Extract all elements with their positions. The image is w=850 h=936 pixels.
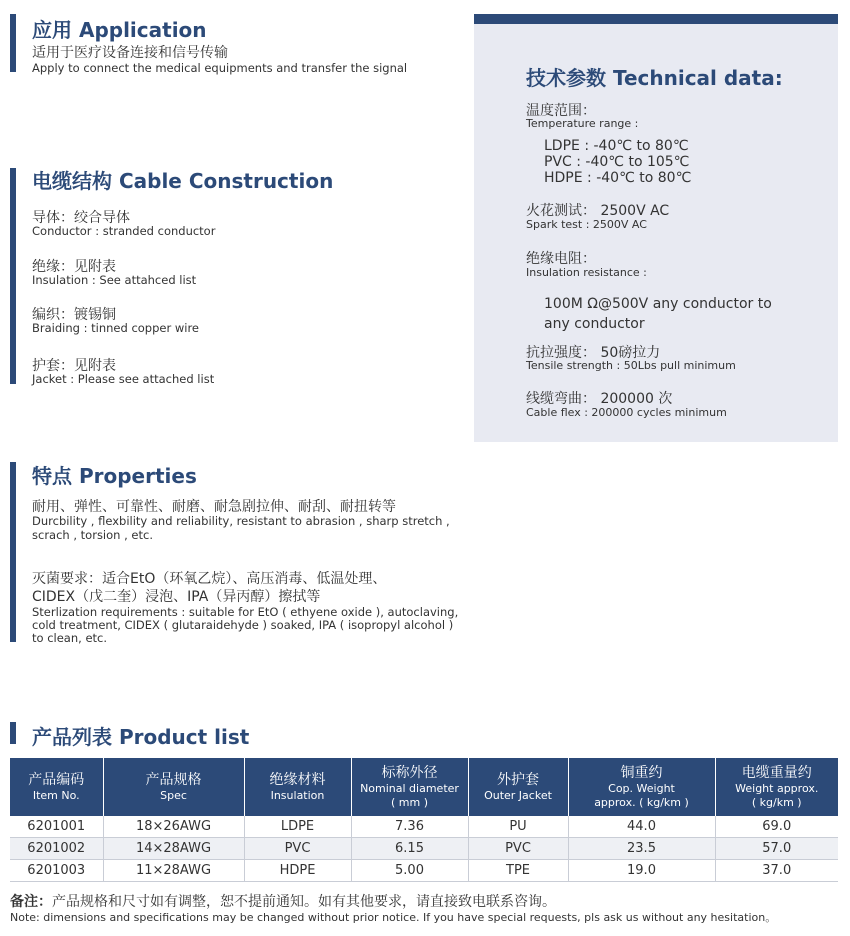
insulation-resistance-en: Insulation resistance : xyxy=(526,266,647,279)
technical-title: 技术参数 Technical data: xyxy=(526,66,783,90)
tensile-zh: 抗拉强度： 50磅拉力 xyxy=(526,345,661,361)
cell-insulation: PVC xyxy=(244,838,351,860)
technical-data-panel xyxy=(474,14,838,442)
cell-item-no: 6201001 xyxy=(10,816,103,838)
cell-weight: 69.0 xyxy=(715,816,838,838)
table-row xyxy=(10,816,838,838)
sterilization-en-b: cold treatment, CIDEX ( glutaraidehyde ) soaked, IPA ( isopropyl alcohol ) xyxy=(32,618,454,632)
header-weight: 电缆重量约 Weight approx. ( kg/km ) xyxy=(715,758,838,816)
cell-diameter: 5.00 xyxy=(351,860,468,882)
table-header-row xyxy=(10,758,838,816)
cell-weight: 57.0 xyxy=(715,838,838,860)
spark-test-zh: 火花测试： 2500V AC xyxy=(526,203,670,219)
cable-flex-en: Cable flex : 200000 cycles minimum xyxy=(526,406,727,419)
cable-flex-zh: 线缆弯曲： 200000 次 xyxy=(526,391,673,407)
section-marker-product-list xyxy=(10,722,16,744)
temperature-zh: 温度范围： xyxy=(526,103,596,119)
braiding-en: Braiding : tinned copper wire xyxy=(32,321,200,335)
properties-zh-1: 耐用、弹性、可靠性、耐磨、耐急剧拉伸、耐刮、耐扭转等 xyxy=(32,499,396,515)
cell-item-no: 6201002 xyxy=(10,838,103,860)
note-zh-text: 产品规格和尺寸如有调整，恕不提前通知。如有其他要求，请直接致电联系咨询。 xyxy=(52,894,556,910)
cell-jacket: TPE xyxy=(468,860,568,882)
cell-diameter: 7.36 xyxy=(351,816,468,838)
properties-title: 特点 Properties xyxy=(32,464,197,488)
cell-diameter: 6.15 xyxy=(351,838,468,860)
insulation-resistance-zh: 绝缘电阻： xyxy=(526,251,596,267)
table-row xyxy=(10,838,838,860)
conductor-zh: 导体：绞合导体 xyxy=(32,210,130,226)
header-outer-jacket: 外护套 Outer Jacket xyxy=(468,758,568,816)
section-marker-properties xyxy=(10,462,16,642)
temperature-en: Temperature range : xyxy=(526,117,639,130)
cell-spec: 18×26AWG xyxy=(103,816,244,838)
spark-test-en: Spark test : 2500V AC xyxy=(526,218,647,231)
cell-spec: 14×28AWG xyxy=(103,838,244,860)
cell-jacket: PVC xyxy=(468,838,568,860)
properties-en-1b: scrach , torsion , etc. xyxy=(32,528,153,542)
product-list-title: 产品列表 Product list xyxy=(32,725,250,749)
cell-insulation: HDPE xyxy=(244,860,351,882)
tensile-en: Tensile strength : 50Lbs pull minimum xyxy=(526,359,736,372)
cell-cop-weight: 19.0 xyxy=(568,860,715,882)
note-label: 备注： xyxy=(10,894,52,910)
cell-item-no: 6201003 xyxy=(10,860,103,882)
cell-spec: 11×28AWG xyxy=(103,860,244,882)
note-en: Note: dimensions and specifications may be changed without prior notice. If you have special requests, pls ask us without any hesitation。 xyxy=(10,911,777,924)
header-cop-weight: 铜重约 Cop. Weight approx. ( kg/km ) xyxy=(568,758,715,816)
header-nominal-diameter: 标称外径 Nominal diameter ( mm ) xyxy=(351,758,468,816)
braiding-zh: 编织：镀锡铜 xyxy=(32,307,116,323)
header-item-no: 产品编码 Item No. xyxy=(10,758,103,816)
application-title: 应用 Application xyxy=(32,18,207,42)
jacket-en: Jacket : Please see attached list xyxy=(32,372,215,386)
application-en: Apply to connect the medical equipments and transfer the signal xyxy=(32,61,408,75)
insulation-resistance-value-1: 100M Ω@500V any conductor to xyxy=(544,296,772,312)
properties-en-1a: Durcbility , flexbility and reliability, resistant to abrasion , sharp stretch , xyxy=(32,514,450,528)
application-zh: 适用于医疗设备连接和信号传输 xyxy=(32,45,228,61)
sterilization-en-a: Sterlization requirements : suitable for EtO ( ethyene oxide ), autoclaving, xyxy=(32,605,459,619)
cell-jacket: PU xyxy=(468,816,568,838)
cell-weight: 37.0 xyxy=(715,860,838,882)
temperature-ldpe: LDPE : -40℃ to 80℃ xyxy=(544,138,689,154)
section-marker-construction xyxy=(10,168,16,384)
insulation-zh: 绝缘：见附表 xyxy=(32,259,116,275)
construction-title: 电缆结构 Cable Construction xyxy=(32,169,334,193)
header-spec: 产品规格 Spec xyxy=(103,758,244,816)
insulation-resistance-value-2: any conductor xyxy=(544,316,645,332)
sterilization-zh-b: CIDEX（戊二奎）浸泡、IPA（异丙醇）擦拭等 xyxy=(32,589,321,605)
product-table xyxy=(10,758,838,882)
jacket-zh: 护套：见附表 xyxy=(32,358,116,374)
cell-cop-weight: 23.5 xyxy=(568,838,715,860)
cell-insulation: LDPE xyxy=(244,816,351,838)
sterilization-zh-a: 灭菌要求：适合EtO（环氧乙烷）、高压消毒、低温处理、 xyxy=(32,571,387,587)
temperature-hdpe: HDPE : -40℃ to 80℃ xyxy=(544,170,692,186)
table-row xyxy=(10,860,838,882)
temperature-pvc: PVC : -40℃ to 105℃ xyxy=(544,154,690,170)
insulation-en: Insulation : See attahced list xyxy=(32,273,197,287)
conductor-en: Conductor : stranded conductor xyxy=(32,224,216,238)
section-marker-application xyxy=(10,14,16,72)
note-zh xyxy=(10,891,556,911)
header-insulation: 绝缘材料 Insulation xyxy=(244,758,351,816)
cell-cop-weight: 44.0 xyxy=(568,816,715,838)
sterilization-en-c: to clean, etc. xyxy=(32,631,108,645)
